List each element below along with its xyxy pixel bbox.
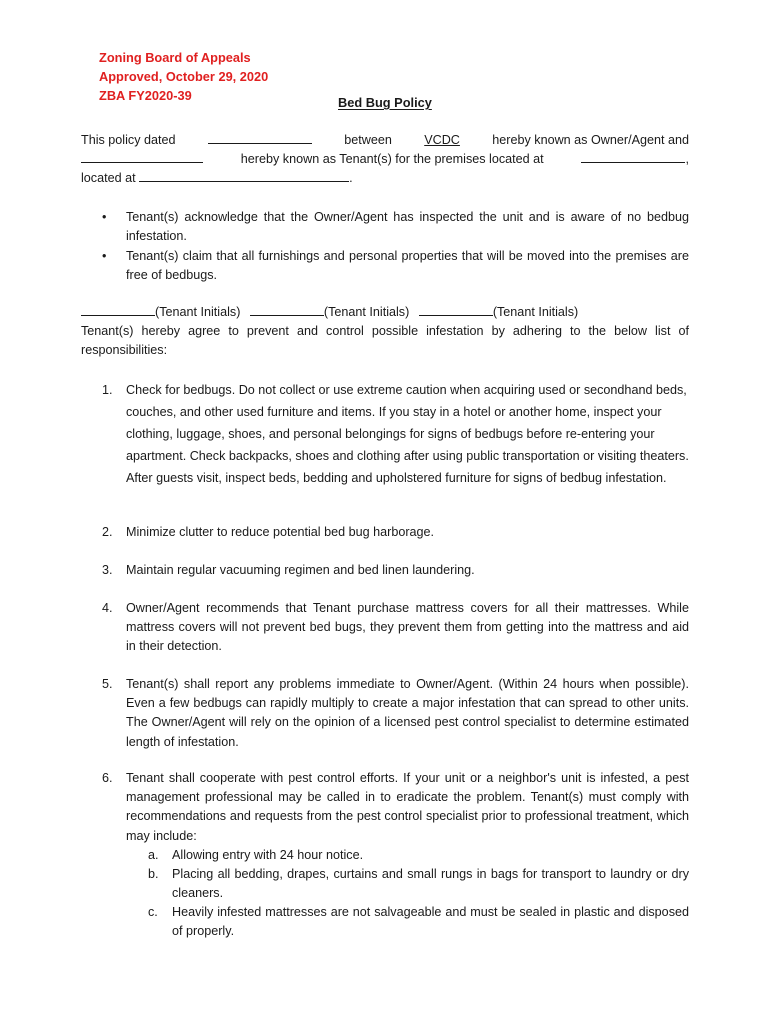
item-text: Owner/Agent recommends that Tenant purchase mattress covers for all their mattresses. While mattress covers will not prevent bed bugs, they prevent them from getting into the mattress and aid in their detection. (126, 601, 689, 654)
step-text: Placing all bedding, drapes, curtains and small rungs in bags for transport to laundry or dry cleaners. (172, 867, 689, 901)
step-text: Heavily infested mattresses are not salvageable and must be sealed in plastic and disposed of properly. (172, 905, 689, 939)
item-text: Tenant(s) shall report any problems immediate to Owner/Agent. (Within 24 hours when possible). Even a few bedbugs can rapidly multiply to create a major infestation that can spread to other units. The Owner/Agent will rely on the opinion of a licensed pest control specialist to determine estimated length of infestation. (126, 677, 689, 749)
responsibility-item-2 (102, 523, 689, 542)
intro-paragraph (81, 131, 689, 189)
intro-line-2 (81, 150, 689, 169)
premises-group (581, 150, 689, 169)
acknowledgement-item (102, 208, 689, 246)
tenant-initials-row (81, 303, 689, 322)
intro-text: hereby known as Tenant(s) for the premises located at (240, 152, 544, 167)
responsibility-item-6 (102, 769, 689, 846)
step-letter: b. (148, 867, 159, 881)
step-letter: a. (148, 848, 159, 862)
responsibility-item-4 (102, 599, 689, 657)
item-text: Maintain regular vacuuming regimen and bed linen laundering. (126, 563, 475, 577)
tenant-name-blank (81, 150, 203, 163)
intro-text: between (344, 133, 392, 147)
responsibility-item-3 (102, 561, 689, 580)
responsibility-item-5 (102, 675, 689, 752)
item-number: 1. (102, 383, 113, 397)
responsibility-item-1 (102, 379, 689, 489)
initials-label: (Tenant Initials) (155, 305, 241, 319)
item-number: 4. (102, 601, 113, 615)
intro-text: This policy dated (81, 133, 176, 147)
item-number: 3. (102, 563, 113, 577)
step-text: Allowing entry with 24 hour notice. (172, 848, 364, 862)
owner-name: VCDC (424, 133, 460, 147)
intro-text: located at (81, 171, 136, 186)
intro-line-1 (81, 131, 689, 150)
agreement-paragraph: Tenant(s) hereby agree to prevent and control possible infestation by adhering to the below list of responsibilities: (81, 324, 689, 358)
bullet-icon: • (102, 249, 107, 263)
bullet-icon: • (102, 210, 107, 224)
treatment-step-b (148, 865, 689, 903)
intro-text: hereby known as Owner/Agent and (492, 133, 689, 147)
item-number: 6. (102, 771, 113, 785)
initials-blank (81, 303, 155, 316)
item-text: Minimize clutter to reduce potential bed bug harborage. (126, 525, 435, 539)
initials-label: (Tenant Initials) (492, 305, 579, 319)
acknowledgement-text: Tenant(s) claim that all furnishings and personal properties that will be moved into the premises are free of bedbugs. (126, 249, 689, 283)
document-title: Bed Bug Policy (338, 95, 432, 110)
initials-blank (250, 303, 324, 316)
treatment-step-a (148, 846, 689, 865)
intro-text: . (349, 171, 353, 186)
intro-text: , (685, 152, 689, 167)
stamp-approval-date: Approved, October 29, 2020 (99, 69, 269, 84)
approval-stamp (99, 48, 268, 105)
date-blank (208, 131, 312, 144)
intro-line-3 (81, 169, 689, 188)
premises-blank (581, 150, 685, 163)
acknowledgement-text: Tenant(s) acknowledge that the Owner/Agent has inspected the unit and is aware of no bedbug infestation. (126, 210, 689, 244)
treatment-step-c (148, 903, 689, 941)
item-number: 2. (102, 525, 113, 539)
item-text: Tenant shall cooperate with pest control efforts. If your unit or a neighbor's unit is infested, a pest management professional may be called in to eradicate the problem. Tenant(s) must comply with recommendations and requests from the pest control specialist prior to professional treatment, which may include: (126, 771, 689, 843)
item-number: 5. (102, 677, 113, 691)
acknowledgement-item (102, 247, 689, 285)
stamp-case-number: ZBA FY2020-39 (99, 88, 192, 103)
step-letter: c. (148, 905, 158, 919)
location-blank (139, 169, 349, 182)
stamp-board: Zoning Board of Appeals (99, 50, 251, 65)
item-text: Check for bedbugs. Do not collect or use extreme caution when acquiring used or secondhand beds, couches, and other used furniture and items. If you stay in a hotel or another home, inspect your clothing, luggage, shoes, and personal belongings for signs of bedbugs before re-entering your apartment. Check backpacks, shoes and clothing after using public transportation or visiting theaters. After guests visit, inspect beds, bedding and upholstered furniture for signs of bedbug infestation. (126, 383, 689, 485)
initials-blank (419, 303, 493, 316)
initials-label: (Tenant Initials) (323, 305, 410, 319)
